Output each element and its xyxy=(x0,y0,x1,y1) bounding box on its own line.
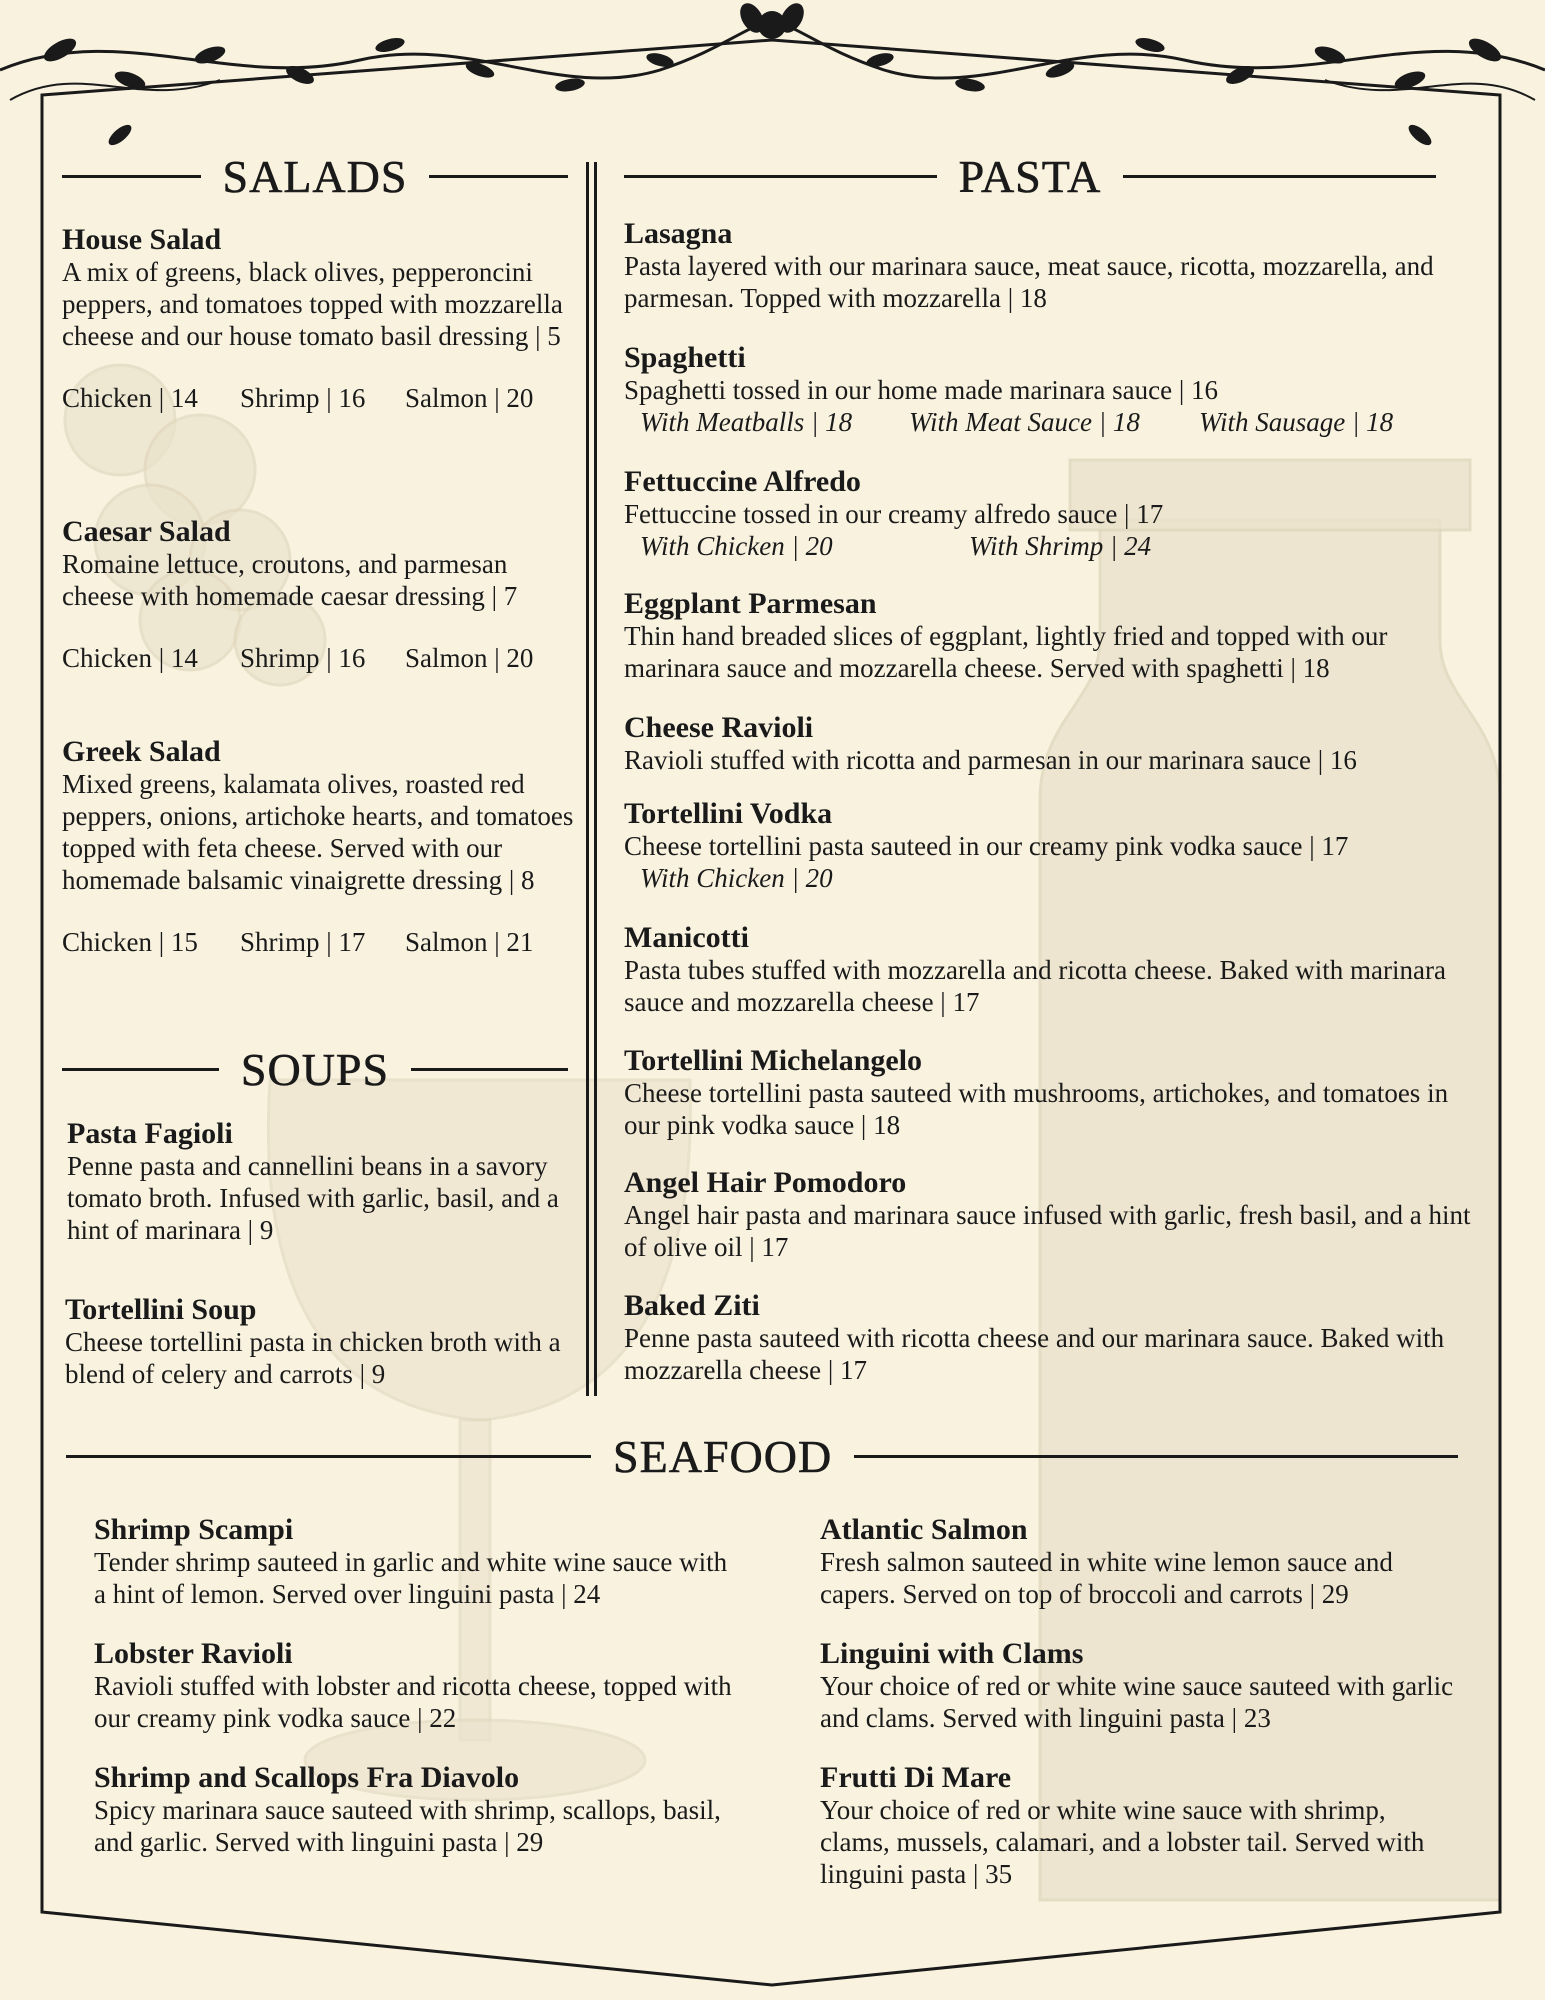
item-addons xyxy=(624,862,1484,894)
item-name: Lobster Ravioli xyxy=(94,1637,293,1670)
heading-rule xyxy=(1123,175,1436,178)
menu-item-frutti-di-mare xyxy=(820,1762,1460,1890)
item-description: Penne pasta and cannellini beans in a savory tomato broth. Infused with garlic, basil, and a hint of marinara | 9 xyxy=(67,1151,559,1245)
item-description: Angel hair pasta and marinara sauce infused with garlic, fresh basil, and a hint of olive oil | 17 xyxy=(624,1200,1471,1262)
heading-rule xyxy=(429,175,568,178)
item-description: Fresh salmon sauteed in white wine lemon sauce and capers. Served on top of broccoli and carrots | 29 xyxy=(820,1547,1393,1609)
menu-item-tortellini-soup xyxy=(65,1294,575,1390)
item-name: Tortellini Soup xyxy=(65,1293,257,1326)
item-description: Your choice of red or white wine sauce with shrimp, clams, mussels, calamari, and a lobster tail. Served with linguini pasta | 35 xyxy=(820,1795,1425,1889)
item-description: Cheese tortellini pasta sauteed with mushrooms, artichokes, and tomatoes in our pink vodka sauce | 18 xyxy=(624,1078,1449,1140)
item-description: Fettuccine tossed in our creamy alfredo sauce | 17 xyxy=(624,499,1164,529)
menu-item-linguini-with-clams xyxy=(820,1638,1460,1734)
addon-option: With Chicken | 20 xyxy=(640,531,833,561)
menu-item-tortellini-michelangelo xyxy=(624,1045,1484,1141)
menu-item-spaghetti xyxy=(624,342,1484,438)
addon-option: With Chicken | 20 xyxy=(640,863,833,893)
item-name: Linguini with Clams xyxy=(820,1637,1084,1670)
menu-item-manicotti xyxy=(624,922,1484,1018)
heading-rule xyxy=(624,175,937,178)
item-description: Ravioli stuffed with lobster and ricotta cheese, topped with our creamy pink vodka sauce | 22 xyxy=(94,1671,732,1733)
item-description: Pasta layered with our marinara sauce, meat sauce, ricotta, mozzarella, and parmesan. Topped with mozzarella | 18 xyxy=(624,251,1434,313)
item-description: Penne pasta sauteed with ricotta cheese and our marinara sauce. Baked with mozzarella cheese | 17 xyxy=(624,1323,1445,1385)
addon-option: With Sausage | 18 xyxy=(1199,407,1394,437)
item-description: Cheese tortellini pasta in chicken broth with a blend of celery and carrots | 9 xyxy=(65,1327,561,1389)
soups-heading xyxy=(62,1043,568,1096)
item-name: Baked Ziti xyxy=(624,1289,760,1322)
section-title: SEAFOOD xyxy=(613,1431,833,1482)
menu-item-angel-hair-pomodoro xyxy=(624,1167,1484,1263)
item-name: Caesar Salad xyxy=(62,515,231,548)
menu-item-atlantic-salmon xyxy=(820,1514,1460,1610)
item-name: Atlantic Salmon xyxy=(820,1513,1028,1546)
item-name: Spaghetti xyxy=(624,341,746,374)
menu-item-caesar-salad xyxy=(62,516,582,674)
menu-item-baked-ziti xyxy=(624,1290,1484,1386)
item-description: Your choice of red or white wine sauce sauteed with garlic and clams. Served with linguini pasta | 23 xyxy=(820,1671,1454,1733)
item-name: Cheese Ravioli xyxy=(624,711,814,744)
vine-ornament xyxy=(0,0,1545,149)
item-name: Pasta Fagioli xyxy=(67,1117,233,1150)
item-addons xyxy=(62,382,582,414)
menu-item-house-salad xyxy=(62,224,582,414)
item-description: A mix of greens, black olives, pepperoncini peppers, and tomatoes topped with mozzarella cheese and our house tomato basil dressing | 5 xyxy=(62,257,563,351)
addon-option: Shrimp | 17 xyxy=(240,927,366,957)
item-addons xyxy=(624,530,1484,562)
menu-item-shrimp-scallops-fra-diavolo xyxy=(94,1762,734,1858)
addon-option: Shrimp | 16 xyxy=(240,643,366,673)
item-description: Pasta tubes stuffed with mozzarella and ricotta cheese. Baked with marinara sauce and mozzarella cheese | 17 xyxy=(624,955,1446,1017)
heading-rule xyxy=(66,1455,591,1458)
item-description: Ravioli stuffed with ricotta and parmesan in our marinara sauce | 16 xyxy=(624,745,1357,775)
menu-item-greek-salad xyxy=(62,736,582,958)
item-name: Tortellini Michelangelo xyxy=(624,1044,923,1077)
menu-item-pasta-fagioli xyxy=(67,1118,577,1246)
menu-item-fettuccine-alfredo xyxy=(624,466,1484,562)
addon-option: Shrimp | 16 xyxy=(240,383,366,413)
addon-option: Salmon | 20 xyxy=(405,383,534,413)
heading-rule xyxy=(62,175,201,178)
pasta-heading xyxy=(624,150,1436,203)
menu-item-shrimp-scampi xyxy=(94,1514,734,1610)
heading-rule xyxy=(62,1068,219,1071)
column-divider-left xyxy=(586,162,589,1396)
item-description: Cheese tortellini pasta sauteed in our creamy pink vodka sauce | 17 xyxy=(624,831,1349,861)
item-addons xyxy=(624,406,1484,438)
item-name: Eggplant Parmesan xyxy=(624,587,877,620)
section-title: SALADS xyxy=(222,151,408,202)
addon-option: With Meatballs | 18 xyxy=(640,407,853,437)
item-name: Shrimp and Scallops Fra Diavolo xyxy=(94,1761,520,1794)
item-name: Greek Salad xyxy=(62,735,221,768)
menu-item-lobster-ravioli xyxy=(94,1638,734,1734)
item-name: Manicotti xyxy=(624,921,749,954)
salads-heading xyxy=(62,150,568,203)
menu-item-lasagna xyxy=(624,218,1484,314)
item-name: Shrimp Scampi xyxy=(94,1513,294,1546)
item-name: Lasagna xyxy=(624,217,733,250)
item-description: Spaghetti tossed in our home made marinara sauce | 16 xyxy=(624,375,1218,405)
item-name: Frutti Di Mare xyxy=(820,1761,1012,1794)
item-description: Romaine lettuce, croutons, and parmesan cheese with homemade caesar dressing | 7 xyxy=(62,549,518,611)
item-addons xyxy=(62,642,582,674)
menu-item-eggplant-parmesan xyxy=(624,588,1484,684)
section-title: PASTA xyxy=(958,151,1102,202)
item-name: Tortellini Vodka xyxy=(624,797,833,830)
addon-option: With Shrimp | 24 xyxy=(969,531,1152,561)
addon-option: Chicken | 15 xyxy=(62,927,198,957)
item-addons xyxy=(62,926,582,958)
item-description: Mixed greens, kalamata olives, roasted red peppers, onions, artichoke hearts, and tomatoes topped with feta cheese. Served with our homemade balsamic vinaigrette dressing | 8 xyxy=(62,769,574,895)
addon-option: Chicken | 14 xyxy=(62,643,198,673)
seafood-heading xyxy=(66,1430,1458,1483)
item-name: Angel Hair Pomodoro xyxy=(624,1166,907,1199)
addon-option: Salmon | 20 xyxy=(405,643,534,673)
menu-item-tortellini-vodka xyxy=(624,798,1484,894)
column-divider-right xyxy=(594,162,597,1396)
item-description: Tender shrimp sauteed in garlic and white wine sauce with a hint of lemon. Served over linguini pasta | 24 xyxy=(94,1547,728,1609)
heading-rule xyxy=(411,1068,568,1071)
item-description: Thin hand breaded slices of eggplant, lightly fried and topped with our marinara sauce and mozzarella cheese. Served with spaghetti | 18 xyxy=(624,621,1388,683)
item-name: House Salad xyxy=(62,223,222,256)
heading-rule xyxy=(854,1455,1458,1458)
menu-item-cheese-ravioli xyxy=(624,712,1484,776)
item-description: Spicy marinara sauce sauteed with shrimp, scallops, basil, and garlic. Served with linguini pasta | 29 xyxy=(94,1795,721,1857)
item-name: Fettuccine Alfredo xyxy=(624,465,861,498)
addon-option: Chicken | 14 xyxy=(62,383,198,413)
addon-option: Salmon | 21 xyxy=(405,927,534,957)
addon-option: With Meat Sauce | 18 xyxy=(909,407,1140,437)
section-title: SOUPS xyxy=(240,1044,390,1095)
